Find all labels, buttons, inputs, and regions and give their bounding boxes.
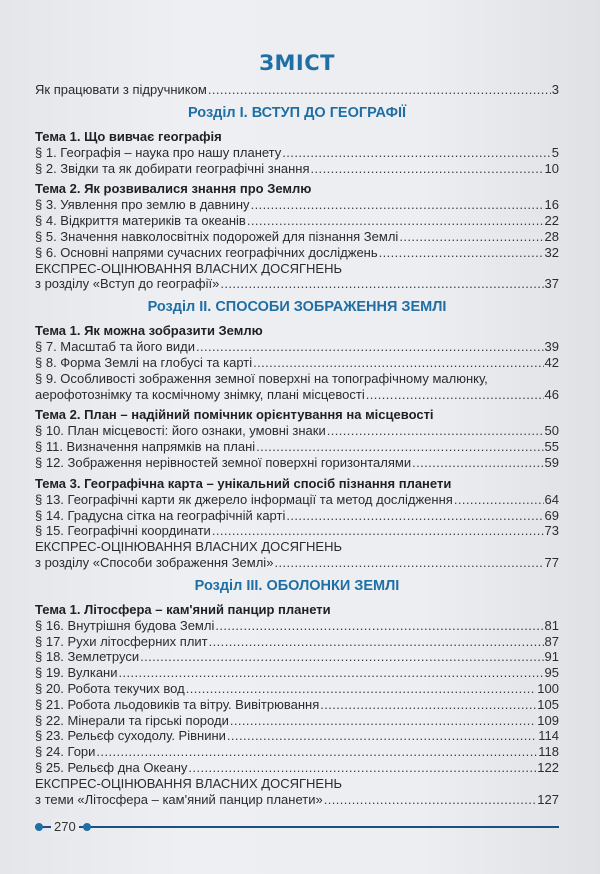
table-of-contents [35, 48, 559, 807]
express-assessment-title: ЕКСПРЕС-ОЦІНЮВАННЯ ВЛАСНИХ ДОСЯГНЕНЬ [35, 539, 342, 555]
entry-text: з розділу «Способи зображення Землі» [35, 554, 274, 570]
entry-page: 42 [544, 354, 559, 370]
entry-text: § 1. Географія – наука про нашу планету [35, 144, 282, 160]
leader-dots [274, 555, 543, 571]
section-heading: Розділ III. ОБОЛОНКИ ЗЕМЛІ [194, 577, 400, 594]
entry-page: 73 [544, 523, 559, 539]
entry-page: 77 [544, 554, 559, 570]
entry-page: 50 [544, 423, 559, 439]
entry-text: з теми «Літосфера – кам'яний панцир планети» [35, 791, 323, 807]
entry-page: 91 [544, 649, 559, 665]
toc-entry[interactable] [35, 634, 559, 650]
entry-text: § 5. Значення навколосвітніх подорожей для пізнання Землі [35, 228, 399, 244]
toc-entry[interactable] [35, 760, 559, 776]
entry-page: 100 [537, 680, 559, 696]
entry-page: 39 [544, 339, 559, 355]
leader-dots [212, 523, 544, 539]
entry-page: 87 [544, 633, 559, 649]
toc-entry[interactable] [35, 618, 559, 634]
leader-dots [253, 355, 543, 371]
leader-dots [399, 229, 543, 245]
entry-page: 64 [544, 491, 559, 507]
entry-page: 28 [544, 228, 559, 244]
toc-entry[interactable] [35, 508, 559, 524]
leader-dots [282, 145, 550, 161]
entry-text: § 12. Зображення нерівностей земної поверхні горизонталями [35, 454, 412, 470]
entry-text: аерофотознімку та космічному знімку, плані місцевості [35, 386, 365, 402]
entry-text: § 20. Робота текучих вод [35, 680, 185, 696]
leader-dots [256, 439, 543, 455]
entry-page: 3 [551, 82, 559, 97]
leader-dots [247, 213, 544, 229]
toc-entry[interactable] [35, 697, 559, 713]
leader-dots [379, 245, 544, 261]
entry-text: § 8. Форма Землі на глобусі та карті [35, 354, 253, 370]
toc-entry[interactable] [35, 339, 559, 355]
toc-entry[interactable] [35, 245, 559, 261]
entry-text: § 25. Рельєф дна Океану [35, 759, 188, 775]
entry-page: 122 [537, 759, 559, 775]
topic-heading: Тема 2. План – надійний помічник орієнтування на місцевості [35, 407, 434, 423]
entry-text: § 10. План місцевості: його ознаки, умовні знаки [35, 423, 326, 439]
entry-text: з розділу «Вступ до географії» [35, 276, 220, 292]
toc-entry[interactable] [35, 387, 559, 403]
entry-page: 81 [544, 617, 559, 633]
entry-text: § 13. Географічні карти як джерело інформації та метод дослідження [35, 491, 453, 507]
section-heading: Розділ II. СПОСОБИ ЗОБРАЖЕННЯ ЗЕМЛІ [147, 299, 447, 316]
leader-dots [230, 713, 536, 729]
leader-dots [324, 792, 537, 808]
entry-page: 16 [544, 197, 559, 213]
toc-entry[interactable] [35, 555, 559, 571]
express-assessment-title: ЕКСПРЕС-ОЦІНЮВАННЯ ВЛАСНИХ ДОСЯГНЕНЬ [35, 260, 342, 276]
leader-dots [140, 649, 543, 665]
leader-dots [366, 387, 544, 403]
topic-heading: Тема 1. Як можна зобразити Землю [35, 323, 263, 339]
leader-dots [412, 455, 543, 471]
entry-page: 118 [538, 744, 559, 760]
entry-page: 22 [544, 213, 559, 229]
leader-dots [188, 760, 536, 776]
entry-page: 59 [544, 454, 559, 470]
section-heading: Розділ I. ВСТУП ДО ГЕОГРАФІЇ [187, 104, 407, 121]
footer-rule [35, 826, 559, 828]
leader-dots [209, 634, 544, 650]
toc-entry[interactable] [35, 213, 559, 229]
toc-entry[interactable] [35, 161, 559, 177]
leader-dots [311, 161, 544, 177]
entry-page: 5 [551, 144, 559, 160]
toc-entry[interactable] [35, 145, 559, 161]
topic-heading: Тема 1. Що вивчає географія [35, 128, 222, 144]
toc-entry-intro[interactable] [35, 82, 559, 98]
entry-text: § 9. Особливості зображення земної поверхні на топографічному малюнку, [35, 370, 488, 386]
toc-entry[interactable] [35, 455, 559, 471]
entry-page: 114 [538, 728, 559, 744]
entry-page: 105 [537, 696, 559, 712]
toc-entry[interactable] [35, 523, 559, 539]
page-title: ЗМІСТ [259, 51, 335, 75]
entry-page: 69 [544, 507, 559, 523]
leader-dots [227, 728, 537, 744]
toc-entry[interactable] [35, 681, 559, 697]
toc-entry[interactable] [35, 197, 559, 213]
entry-page: 37 [544, 276, 559, 292]
entry-text: § 24. Гори [35, 744, 96, 760]
entry-page: 46 [544, 386, 559, 402]
entry-text: § 18. Землетруси [35, 649, 140, 665]
toc-entry[interactable] [35, 276, 559, 292]
toc-entry[interactable] [35, 744, 559, 760]
toc-entry[interactable] [35, 423, 559, 439]
entry-text: § 16. Внутрішня будова Землі [35, 617, 215, 633]
entry-text: § 2. Звідки та як добирати географічні знання [35, 160, 310, 176]
footer-dot-icon [83, 823, 91, 831]
entry-text: § 6. Основні напрями сучасних географічних досліджень [35, 244, 378, 260]
toc-entry[interactable] [35, 439, 559, 455]
leader-dots [327, 423, 544, 439]
toc-entry[interactable] [35, 355, 559, 371]
entry-text: § 22. Мінерали та гірські породи [35, 712, 229, 728]
toc-entry[interactable] [35, 649, 559, 665]
entry-text: § 7. Масштаб та його види [35, 339, 195, 355]
page-footer [35, 819, 559, 835]
toc-entry[interactable] [35, 229, 559, 245]
entry-text: § 14. Градусна сітка на географічній карті [35, 507, 286, 523]
leader-dots [196, 339, 544, 355]
entry-text: § 15. Географічні координати [35, 523, 211, 539]
footer-dot-icon [35, 823, 43, 831]
entry-page: 32 [544, 244, 559, 260]
entry-text: § 3. Уявлення про землю в давнину [35, 197, 250, 213]
topic-heading: Тема 3. Географічна карта – унікальний спосіб пізнання планети [35, 475, 452, 491]
entry-text: § 11. Визначення напрямків на плані [35, 439, 256, 455]
toc-entry[interactable] [35, 792, 559, 808]
topic-heading: Тема 2. Як розвивалися знання про Землю [35, 181, 312, 197]
leader-dots [96, 744, 537, 760]
entry-text: § 19. Вулкани [35, 665, 118, 681]
leader-dots [186, 681, 537, 697]
leader-dots [215, 618, 543, 634]
entry-text: Як працювати з підручником [35, 82, 207, 97]
entry-text: § 23. Рельєф суходолу. Рівнини [35, 728, 226, 744]
toc-entry[interactable] [35, 728, 559, 744]
entry-text: § 17. Рухи літосферних плит [35, 633, 208, 649]
entry-text: § 21. Робота льодовиків та вітру. Вивітрювання [35, 696, 320, 712]
entry-page: 55 [544, 439, 559, 455]
entry-page: 95 [544, 665, 559, 681]
entry-page: 109 [537, 712, 559, 728]
leader-dots [119, 665, 544, 681]
topic-heading: Тема 1. Літосфера – кам'яний панцир планети [35, 601, 331, 617]
entry-page: 10 [544, 160, 559, 176]
leader-dots [286, 508, 543, 524]
leader-dots [251, 197, 544, 213]
leader-dots [208, 82, 551, 98]
toc-entry[interactable] [35, 665, 559, 681]
express-assessment-title: ЕКСПРЕС-ОЦІНЮВАННЯ ВЛАСНИХ ДОСЯГНЕНЬ [35, 775, 342, 791]
leader-dots [320, 697, 536, 713]
leader-dots [220, 276, 543, 292]
toc-entry[interactable] [35, 713, 559, 729]
entry-page: 127 [537, 791, 559, 807]
toc-entry[interactable] [35, 371, 559, 387]
toc-entry[interactable] [35, 492, 559, 508]
entry-text: § 4. Відкриття материків та океанів [35, 213, 246, 229]
page-number: 270 [51, 819, 79, 835]
leader-dots [454, 492, 544, 508]
